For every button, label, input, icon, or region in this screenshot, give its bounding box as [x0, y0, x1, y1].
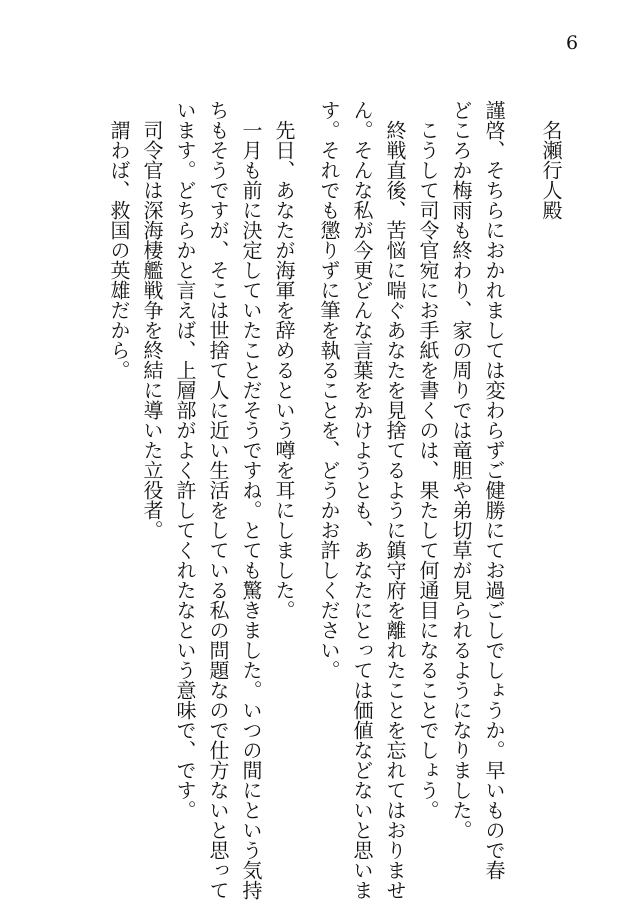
text-line: 謂わば、救国の英雄だから。 [107, 100, 131, 380]
text-line: ん。そんな私が今更どんな言葉をかけようとも、あなたにとっては価値などないと思いま [350, 100, 374, 900]
text-line: どころか梅雨も終わり、家の周りでは竜胆や弟切草が見られるようになりました。 [449, 100, 473, 840]
letter-body [102, 100, 567, 900]
text-line: います。どちらかと言えば、上層部がよく許してくれたなという意味で、です。 [173, 100, 197, 820]
addressee-line: 名瀬行人殿 [539, 120, 563, 220]
text-line: ちもそうですが、そこは世捨て人に近い生活をしている私の問題なので仕方ないと思って [206, 100, 230, 900]
paragraph-gap [300, 100, 312, 830]
page-number: 6 [566, 32, 579, 54]
text-line: 一月も前に決定していたことだそうですね。とても驚きました。いつの間にという気持 [239, 100, 263, 900]
text-line: 先日、あなたが海軍を辞めるという噂を耳にしました。 [272, 100, 296, 620]
text-line: こうして司令官宛にお手紙を書くのは、果たして何通目になることでしょう。 [416, 100, 440, 820]
text-line: 謹啓、そちらにおかれましては変わらずご健勝にてお過ごしでしょうか。早いもので春 [482, 100, 506, 880]
text-line: 司令官は深海棲艦戦争を終結に導いた立役者。 [140, 100, 164, 540]
text-line: す。それでも懲りずに筆を執ることを、どうかお許しください。 [317, 100, 341, 680]
text-line: 終戦直後、苦悩に喘ぐあなたを見捨てるように鎮守府を離れたことを忘れてはおりませ [383, 100, 407, 900]
